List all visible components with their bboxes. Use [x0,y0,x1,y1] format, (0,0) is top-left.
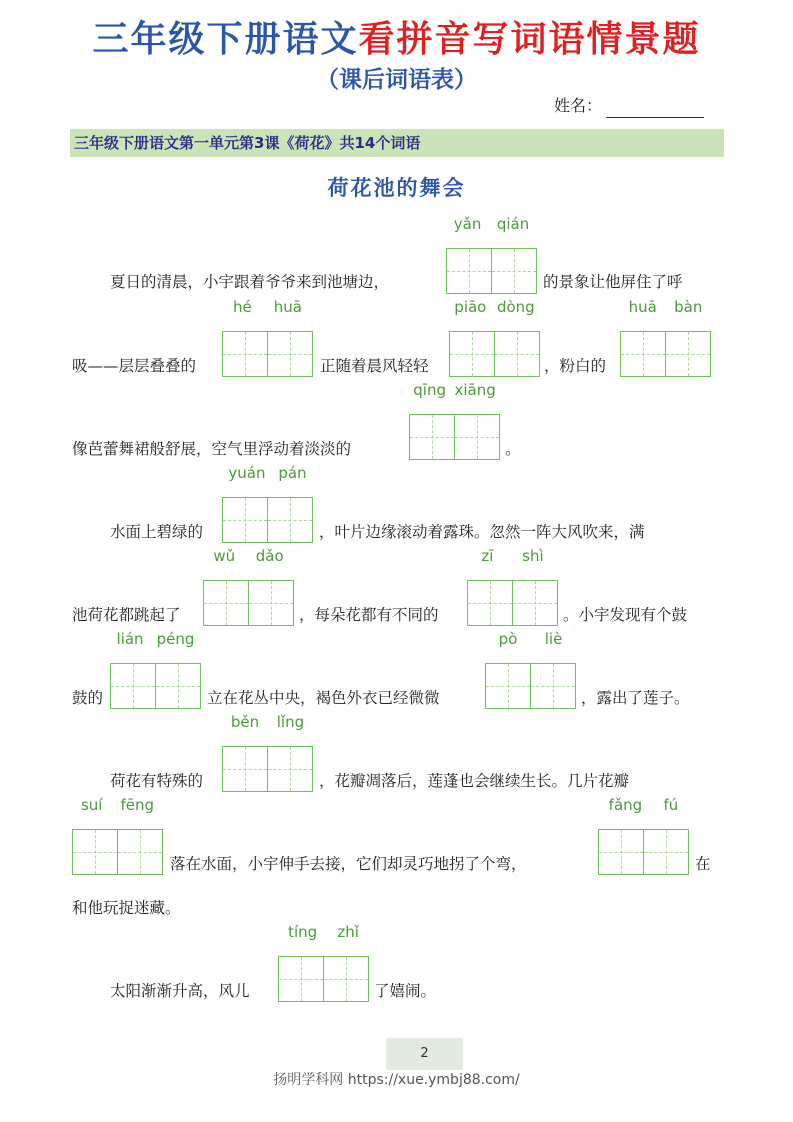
pinyin-syllable: huā [273,298,302,316]
pinyin-syllable: xiāng [454,381,496,399]
writing-cell[interactable] [323,956,369,1002]
pinyin [222,463,313,483]
pinyin [598,795,689,815]
pinyin-syllable: fú [663,796,679,814]
pinyin-syllable: dòng [496,298,535,316]
pinyin [222,297,313,317]
writing-cell[interactable] [446,248,492,294]
word-box [110,630,201,709]
pinyin [485,629,576,649]
text-segment: 正随着晨风轻轻 [320,357,429,375]
word-box [598,796,689,875]
word-box [409,381,500,460]
page-title [0,12,793,68]
writing-cell[interactable] [117,829,163,875]
text-segment: 。 [505,440,521,458]
writing-cell[interactable] [409,414,455,460]
writing-cell[interactable] [454,414,500,460]
name-label: 姓名： [554,96,603,115]
page-number: 2 [386,1038,463,1070]
writing-cell[interactable] [222,746,268,792]
pinyin-syllable: suí [80,796,103,814]
pinyin-syllable: liè [544,630,563,648]
text-segment: 。小宇发现有个鼓 [563,606,688,624]
writing-cell[interactable] [267,331,313,377]
pinyin [409,380,500,400]
writing-cell[interactable] [267,746,313,792]
writing-cell[interactable] [494,331,540,377]
writing-cell[interactable] [620,331,666,377]
pinyin-syllable: huā [628,298,657,316]
pinyin-syllable: běn [230,713,260,731]
text-segment: 立在花丛中央，褐色外衣已经微微 [207,689,440,707]
text-segment: 荷花有特殊的 [110,772,204,790]
pinyin-syllable: pò [498,630,518,648]
writing-cell[interactable] [248,580,294,626]
word-box [485,630,576,709]
writing-cell[interactable] [278,956,324,1002]
pinyin-syllable: lǐng [276,713,305,731]
pinyin [203,546,294,566]
text-segment: 夏日的清晨，小宇跟着爷爷来到池塘边， [110,273,390,291]
writing-cell[interactable] [267,497,313,543]
writing-cell[interactable] [222,497,268,543]
pinyin-syllable: fǎng [608,796,643,814]
pinyin [278,922,369,942]
pinyin-syllable: dǎo [255,547,284,565]
pinyin-syllable: péng [156,630,195,648]
footer-watermark: 扬明学科网 https://xue.ymbj88.com/ [273,1072,520,1088]
text-segment: ，花瓣凋落后，莲蓬也会继续生长。几片花瓣 [319,772,630,790]
text-segment: 太阳渐渐升高，风儿 [110,982,250,1000]
pinyin [222,712,313,732]
writing-cell[interactable] [72,829,118,875]
pinyin [72,795,163,815]
text-segment: 的景象让他屏住了呼 [543,273,683,291]
writing-cell[interactable] [665,331,711,377]
text-segment: ，露出了莲子。 [581,689,690,707]
pinyin-syllable: lián [116,630,144,648]
writing-cell[interactable] [203,580,249,626]
writing-cell[interactable] [512,580,558,626]
pinyin [446,214,537,234]
word-box [446,215,537,294]
text-segment: 了嬉闹。 [374,982,437,1000]
pinyin-syllable: bàn [674,298,703,316]
pinyin-syllable: hé [233,298,252,316]
writing-cell[interactable] [222,331,268,377]
word-box [203,547,294,626]
pinyin-syllable: pán [278,464,307,482]
text-segment: ，叶片边缘滚动着露珠。忽然一阵大风吹来，满 [319,523,645,541]
pinyin-syllable: zhǐ [337,923,359,941]
writing-cell[interactable] [530,663,576,709]
pinyin-syllable: qīng [413,381,446,399]
word-box [620,298,711,377]
writing-cell[interactable] [155,663,201,709]
text-segment: ，每朵花都有不同的 [299,606,439,624]
pinyin-syllable: piāo [454,298,487,316]
pinyin-syllable: yuán [228,464,266,482]
writing-cell[interactable] [643,829,689,875]
pinyin [110,629,201,649]
pinyin [620,297,711,317]
text-segment: 池荷花都跳起了 [72,606,181,624]
text-segment: 鼓的 [72,689,104,707]
pinyin-syllable: shì [522,547,544,565]
text-segment: 和他玩捉迷藏。 [72,899,181,917]
pinyin [449,297,540,317]
writing-cell[interactable] [485,663,531,709]
pinyin-syllable: zī [481,547,494,565]
pinyin-syllable: yǎn [453,215,482,233]
name-field [554,94,704,118]
subtitle: （课后词语表） [316,67,477,93]
word-box [222,713,313,792]
writing-cell[interactable] [449,331,495,377]
word-box [72,796,163,875]
text-segment: 落在水面，小宇伸手去接，它们却灵巧地拐了个弯， [170,855,527,873]
pinyin-syllable: qián [496,215,530,233]
name-blank-line[interactable] [606,99,704,118]
writing-cell[interactable] [110,663,156,709]
word-box [278,923,369,1002]
title-part2: 看拼音写词语情景题 [358,19,701,60]
title-part1: 三年级下册语文 [92,19,359,60]
pinyin-syllable: fēng [120,796,154,814]
text-segment: 吸——层层叠叠的 [72,357,197,375]
writing-cell[interactable] [598,829,644,875]
word-box [467,547,558,626]
section-banner: 三年级下册语文第一单元第3课《荷花》共14个词语 [70,129,724,157]
pinyin-syllable: wǔ [213,547,236,565]
word-box [449,298,540,377]
word-box [222,464,313,543]
pinyin [467,546,558,566]
text-segment: ，粉白的 [544,357,607,375]
writing-cell[interactable] [491,248,537,294]
story-title: 荷花池的舞会 [327,175,466,200]
pinyin-syllable: tíng [288,923,318,941]
text-segment: 像芭蕾舞裙般舒展，空气里浮动着淡淡的 [72,440,352,458]
word-box [222,298,313,377]
text-segment: 在 [695,855,711,873]
writing-cell[interactable] [467,580,513,626]
text-segment: 水面上碧绿的 [110,523,204,541]
